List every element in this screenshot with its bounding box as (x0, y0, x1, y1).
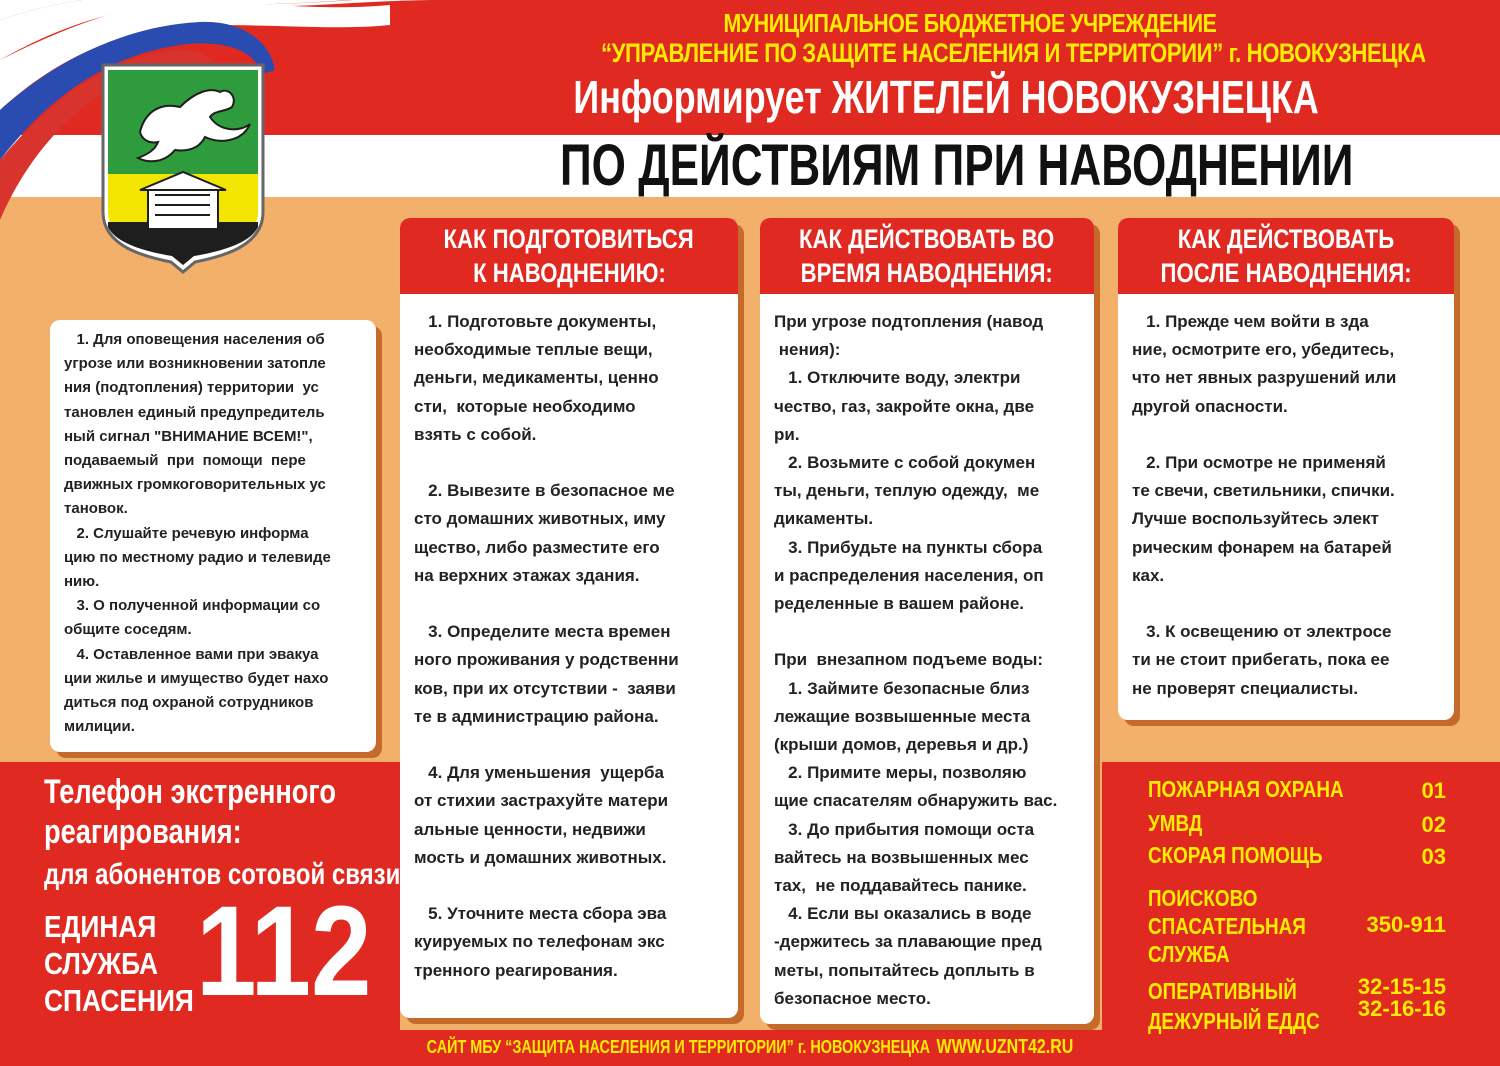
after-column (1118, 218, 1454, 720)
duty-service-name (1148, 976, 1320, 1036)
prepare-column (400, 218, 738, 1018)
during-column-text: При угрозе подтопления (навод нения): 1. Отключите воду, электри чество, газ, закройте окна, две ри. 2. Возьмите с собой докумен ты, деньги, теплую одежду, ме дикаменты. 3. Прибудьте на пункты сбора и распределения населения, оп ределенные в вашем районе. При внезапном подъеме воды: 1. Займите безопасные близ лежащие возвышенные места (крыши домов, деревья и др.) 2. Примите меры, позволяю щие спасателям обнаружить вас. 3. До прибытия помощи оста вайтесь на возвышенных мес тах, не поддавайтесь панике. 4. Если вы оказались в воде -держитесь за плавающие пред меты, попытайтесь доплыть в безопасное место. (774, 312, 1058, 1008)
footer-url-link[interactable]: WWW.UZNT42.RU (936, 1036, 1074, 1058)
service-label-line3: СПАСЕНИЯ (44, 983, 194, 1018)
during-column (760, 218, 1094, 1024)
service-label-line1: ЕДИНАЯ (44, 909, 157, 944)
prepare-title-line1: КАК ПОДГОТОВИТЬСЯ (443, 224, 695, 254)
after-title-line2: ПОСЛЕ НАВОДНЕНИЯ: (1160, 258, 1412, 288)
emergency-number: 112 (196, 880, 372, 1023)
emergency-phone-title (44, 772, 336, 852)
org-name-line1: МУНИЦИПАЛЬНОЕ БЮДЖЕТНОЕ УЧРЕЖДЕНИЕ (723, 8, 1217, 38)
rescue-name-line2: СПАСАТЕЛЬНАЯ (1148, 913, 1306, 939)
police-service-phone: 02 (1421, 812, 1446, 837)
duty-service-phones (1350, 976, 1446, 1020)
emergency-title-line1: Телефон экстренного (44, 773, 337, 811)
notice-text: 1. Для оповещения населения об угрозе или возникновении затопле ния (подтопления) территории ус тановлен единый предупредитель ный сигнал "ВНИМАНИЕ ВСЕМ!", подаваемый при помощи пере движных громкоговорительных ус тановок. 2. Слушайте речевую информа цию по местному радио и телевиде нию. 3. О полученной информации со общите соседям. 4. Оставленное вами при эвакуа ции жилье и имущество будет нахо диться под охраной сотрудников милиции. (64, 331, 331, 736)
rescue-service-name (1148, 884, 1306, 968)
duty-phone-2: 32-16-16 (1357, 996, 1446, 1021)
page-title: ПО ДЕЙСТВИЯМ ПРИ НАВОДНЕНИИ (560, 133, 1354, 198)
emergency-phone-subtitle: для абонентов сотовой связи (44, 858, 401, 891)
duty-name-line2: ДЕЖУРНЫЙ ЕДДС (1148, 1008, 1320, 1034)
during-column-header (760, 218, 1094, 294)
org-name-line2: “УПРАВЛЕНИЕ ПО ЗАЩИТЕ НАСЕЛЕНИЯ И ТЕРРИТОРИИ” г. НОВОКУЗНЕЦКА (601, 38, 1426, 68)
prepare-column-header (400, 218, 738, 294)
after-column-header (1118, 218, 1454, 294)
prepare-title-line2: К НАВОДНЕНИЮ: (472, 258, 666, 288)
police-service-name: УМВД (1148, 810, 1203, 836)
novokuznetsk-coat-of-arms-icon (100, 62, 266, 274)
after-column-text: 1. Прежде чем войти в зда ние, осмотрите его, убедитесь, что нет явных разрушений или другой опасности. 2. При осмотре не применяй те свечи, светильники, спички. Лучше воспользуйтесь элект рическим фонарем на батарей ках. 3. К освещению от электросе ти не стоит прибегать, пока ее не проверят специалисты. (1132, 312, 1397, 698)
ambulance-service-phone: 03 (1421, 844, 1446, 869)
rescue-service-phone: 350-911 (1366, 912, 1446, 937)
footer-site-line (390, 1036, 1110, 1059)
during-title-line1: КАК ДЕЙСТВОВАТЬ ВО (799, 224, 1055, 254)
service-label-line2: СЛУЖБА (44, 946, 159, 981)
during-title-line2: ВРЕМЯ НАВОДНЕНИЯ: (800, 258, 1054, 288)
rescue-name-line3: СЛУЖБА (1148, 941, 1230, 967)
rescue-name-line1: ПОИСКОВО (1148, 885, 1258, 911)
fire-service-name: ПОЖАРНАЯ ОХРАНА (1148, 776, 1344, 802)
informs-residents-heading: Информирует ЖИТЕЛЕЙ НОВОКУЗНЕЦКА (573, 71, 1319, 123)
duty-name-line1: ОПЕРАТИВНЫЙ (1148, 978, 1297, 1004)
footer-text: САЙТ МБУ “ЗАЩИТА НАСЕЛЕНИЯ И ТЕРРИТОРИИ” г. НОВОКУЗНЕЦКА (426, 1037, 931, 1057)
unified-rescue-service-label (44, 908, 194, 1019)
ambulance-service-name: СКОРАЯ ПОМОЩЬ (1148, 842, 1323, 868)
emergency-title-line2: реагирования: (44, 813, 242, 851)
duty-phone-1: 32-15-15 (1357, 974, 1446, 999)
prepare-column-text: 1. Подготовьте документы, необходимые теплые вещи, деньги, медикаменты, ценно сти, которые необходимо взять с собой. 2. Вывезите в безопасное ме сто домашних животных, иму щество, либо разместите его на верхних этажах здания. 3. Определите места времен ного проживания у родственни ков, при их отсутствии - заяви те в администрацию района. 4. Для уменьшения ущерба от стихии застрахуйте матери альные ценности, недвижи мость и домашних животных. 5. Уточните места сбора эва куируемых по телефонам экс тренного реагирования. (414, 312, 679, 980)
after-title-line1: КАК ДЕЙСТВОВАТЬ (1177, 224, 1395, 254)
fire-service-phone: 01 (1421, 778, 1446, 803)
